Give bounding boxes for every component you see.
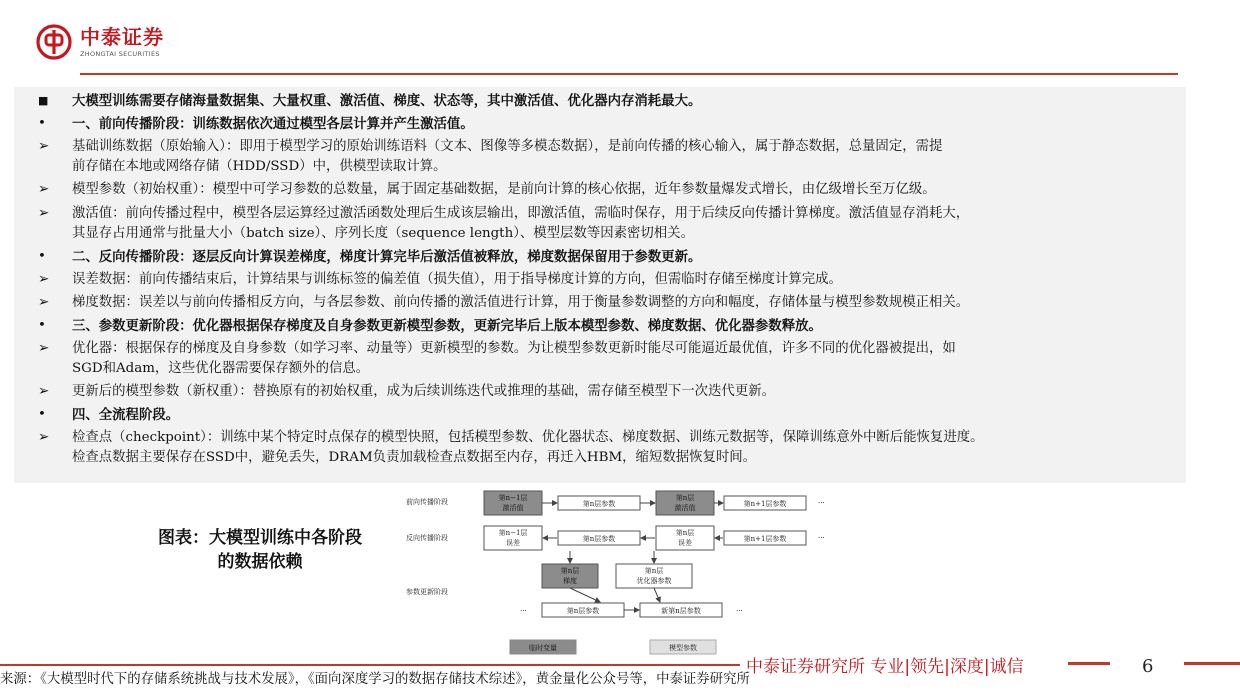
line-text: 三、参数更新阶段：优化器根据保存梯度及自身参数更新模型参数，更新完毕后上版本模型参数、梯度数据、优化器参数释放。: [72, 318, 822, 334]
line-marker: ➢: [38, 384, 50, 399]
line-text: 四、全流程阶段。: [72, 407, 180, 423]
forward-ellipsis: ···: [818, 499, 825, 507]
box-label: 新第n层参数: [661, 607, 701, 615]
line-marker: ➢: [38, 295, 50, 310]
line-text: 基础训练数据（原始输入）：即用于模型学习的原始训练语料（文本、图像等多模态数据），是前向传播的核心输入，属于静态数据，总量固定，需提: [72, 139, 943, 154]
line-text: 其显存占用通常与批量大小（batch size）、序列长度（sequence length）、模型层数等因素密切相关。: [72, 226, 694, 241]
box-label: 第n层: [675, 494, 695, 502]
box-label: 第n层: [560, 567, 580, 575]
line-marker: ■: [38, 94, 49, 107]
box-label: 第n−1层: [498, 529, 528, 537]
box-label: 第n层: [644, 567, 664, 575]
line-text: SGD和Adam，这些优化器需要保存额外的信息。: [72, 361, 370, 376]
line-text: 更新后的模型参数（新权重）：替换原有的初始权重，成为后续训练迭代或推理的基础，需存储至模型下一次迭代更新。: [72, 384, 775, 399]
box-label: 第n+1层参数: [743, 535, 787, 543]
data-dependency-diagram: [400, 485, 860, 657]
footer-rule-right: [1184, 662, 1240, 665]
backward-ellipsis: ···: [818, 534, 825, 542]
line-text: 优化器：根据保存的梯度及自身参数（如学习率、动量等）更新模型的参数。为让模型参数更新时能尽可能逼近最优值，许多不同的优化器被提出，如: [72, 341, 956, 356]
line-text: 激活值：前向传播过程中，模型各层运算经过激活函数处理后生成该层输出，即激活值，需临时保存，用于后续反向传播计算梯度。激活值显存消耗大，: [72, 206, 970, 221]
caption-line-1: 图表：大模型训练中各阶段: [158, 528, 362, 548]
line-marker: ➢: [38, 182, 50, 197]
line-marker: •: [38, 115, 46, 131]
brand-logo: [36, 24, 164, 60]
line-marker: •: [38, 318, 46, 333]
line-marker: ➢: [38, 341, 50, 356]
box-label: 误差: [678, 539, 692, 547]
line-text: 误差数据：前向传播结束后，计算结果与训练标签的偏差值（损失值），用于指导梯度计算的方向，但需临时存储至梯度计算完成。: [72, 272, 842, 287]
header-divider: [80, 73, 1178, 75]
line-marker: ➢: [38, 272, 50, 287]
box-label: 第n层参数: [582, 500, 616, 508]
line-text: 一、前向传播阶段：训练数据依次通过模型各层计算并产生激活值。: [72, 115, 474, 132]
line-marker: •: [38, 407, 46, 422]
box-label: 第n层: [675, 529, 695, 537]
line-text: 检查点（checkpoint）：训练中某个特定时点保存的模型快照，包括模型参数、优化器状态、梯度数据、训练元数据等，保障训练意外中断后能恢复进度。: [72, 430, 984, 445]
box-label: 梯度: [563, 577, 577, 585]
box-label: 第n层参数: [566, 607, 600, 615]
box-label: 第n层参数: [582, 535, 616, 543]
footer-slogan: 中泰证券研究所 专业|领先|深度|诚信: [746, 657, 1024, 677]
stage-forward-label: 前向传播阶段: [406, 498, 448, 506]
line-marker: ➢: [38, 430, 50, 445]
box-label: 优化器参数: [636, 577, 672, 585]
box-label: 误差: [506, 539, 520, 547]
box-label: 激活值: [502, 504, 524, 512]
brand-name-en: ZHONGTAI SECURITIES: [80, 50, 160, 58]
line-text: 梯度数据：误差以与前向传播相反方向，与各层参数、前向传播的激活值进行计算，用于衡量参数调整的方向和幅度，存储体量与模型参数规模正相关。: [72, 295, 970, 310]
line-marker: ➢: [38, 139, 50, 154]
stage-update-label: 参数更新阶段: [406, 588, 448, 596]
box-label: 第n−1层: [498, 494, 528, 502]
legend-param-label: 模型参数: [669, 644, 697, 652]
line-text: 模型参数（初始权重）：模型中可学习参数的总数量，属于固定基础数据，是前向计算的核心依据，近年参数量爆发式增长，由亿级增长至万亿级。: [72, 182, 936, 197]
source-note: 来源：《大模型时代下的存储系统挑战与技术发展》，《面向深度学习的数据存储技术综述》，黄金量化公众号等，中泰证券研究所: [0, 672, 750, 687]
footer-rule-left: [1068, 662, 1110, 665]
content-panel: [14, 87, 1186, 483]
update-ellipsis-left: ···: [520, 607, 527, 615]
stage-backward-label: 反向传播阶段: [406, 534, 448, 542]
line-marker: •: [38, 249, 46, 264]
box-label: 激活值: [674, 504, 696, 512]
line-text: 前存储在本地或网络存储（HDD/SSD）中，供模型读取计算。: [72, 159, 447, 174]
caption-line-2: 的数据依赖: [217, 552, 303, 572]
brand-name: 中泰证券: [80, 25, 164, 49]
footer-divider: [0, 664, 740, 666]
page-number: 6: [1142, 656, 1154, 677]
zhongtai-logo-icon: [36, 24, 72, 60]
figure-caption: [120, 526, 400, 574]
legend-temp-label: 临时变量: [529, 644, 557, 652]
line-text: 大模型训练需要存储海量数据集、大量权重、激活值、梯度、状态等，其中激活值、优化器内存消耗最大。: [72, 93, 702, 109]
line-marker: ➢: [38, 206, 50, 221]
line-text: 二、反向传播阶段：逐层反向计算误差梯度，梯度计算完毕后激活值被释放，梯度数据保留用于参数更新。: [72, 249, 702, 265]
box-label: 第n+1层参数: [743, 500, 787, 508]
line-text: 检查点数据主要保存在SSD中，避免丢失，DRAM负责加载检查点数据至内存，再迁入HBM，缩短数据恢复时间。: [72, 450, 757, 465]
update-ellipsis-right: ···: [736, 607, 743, 615]
